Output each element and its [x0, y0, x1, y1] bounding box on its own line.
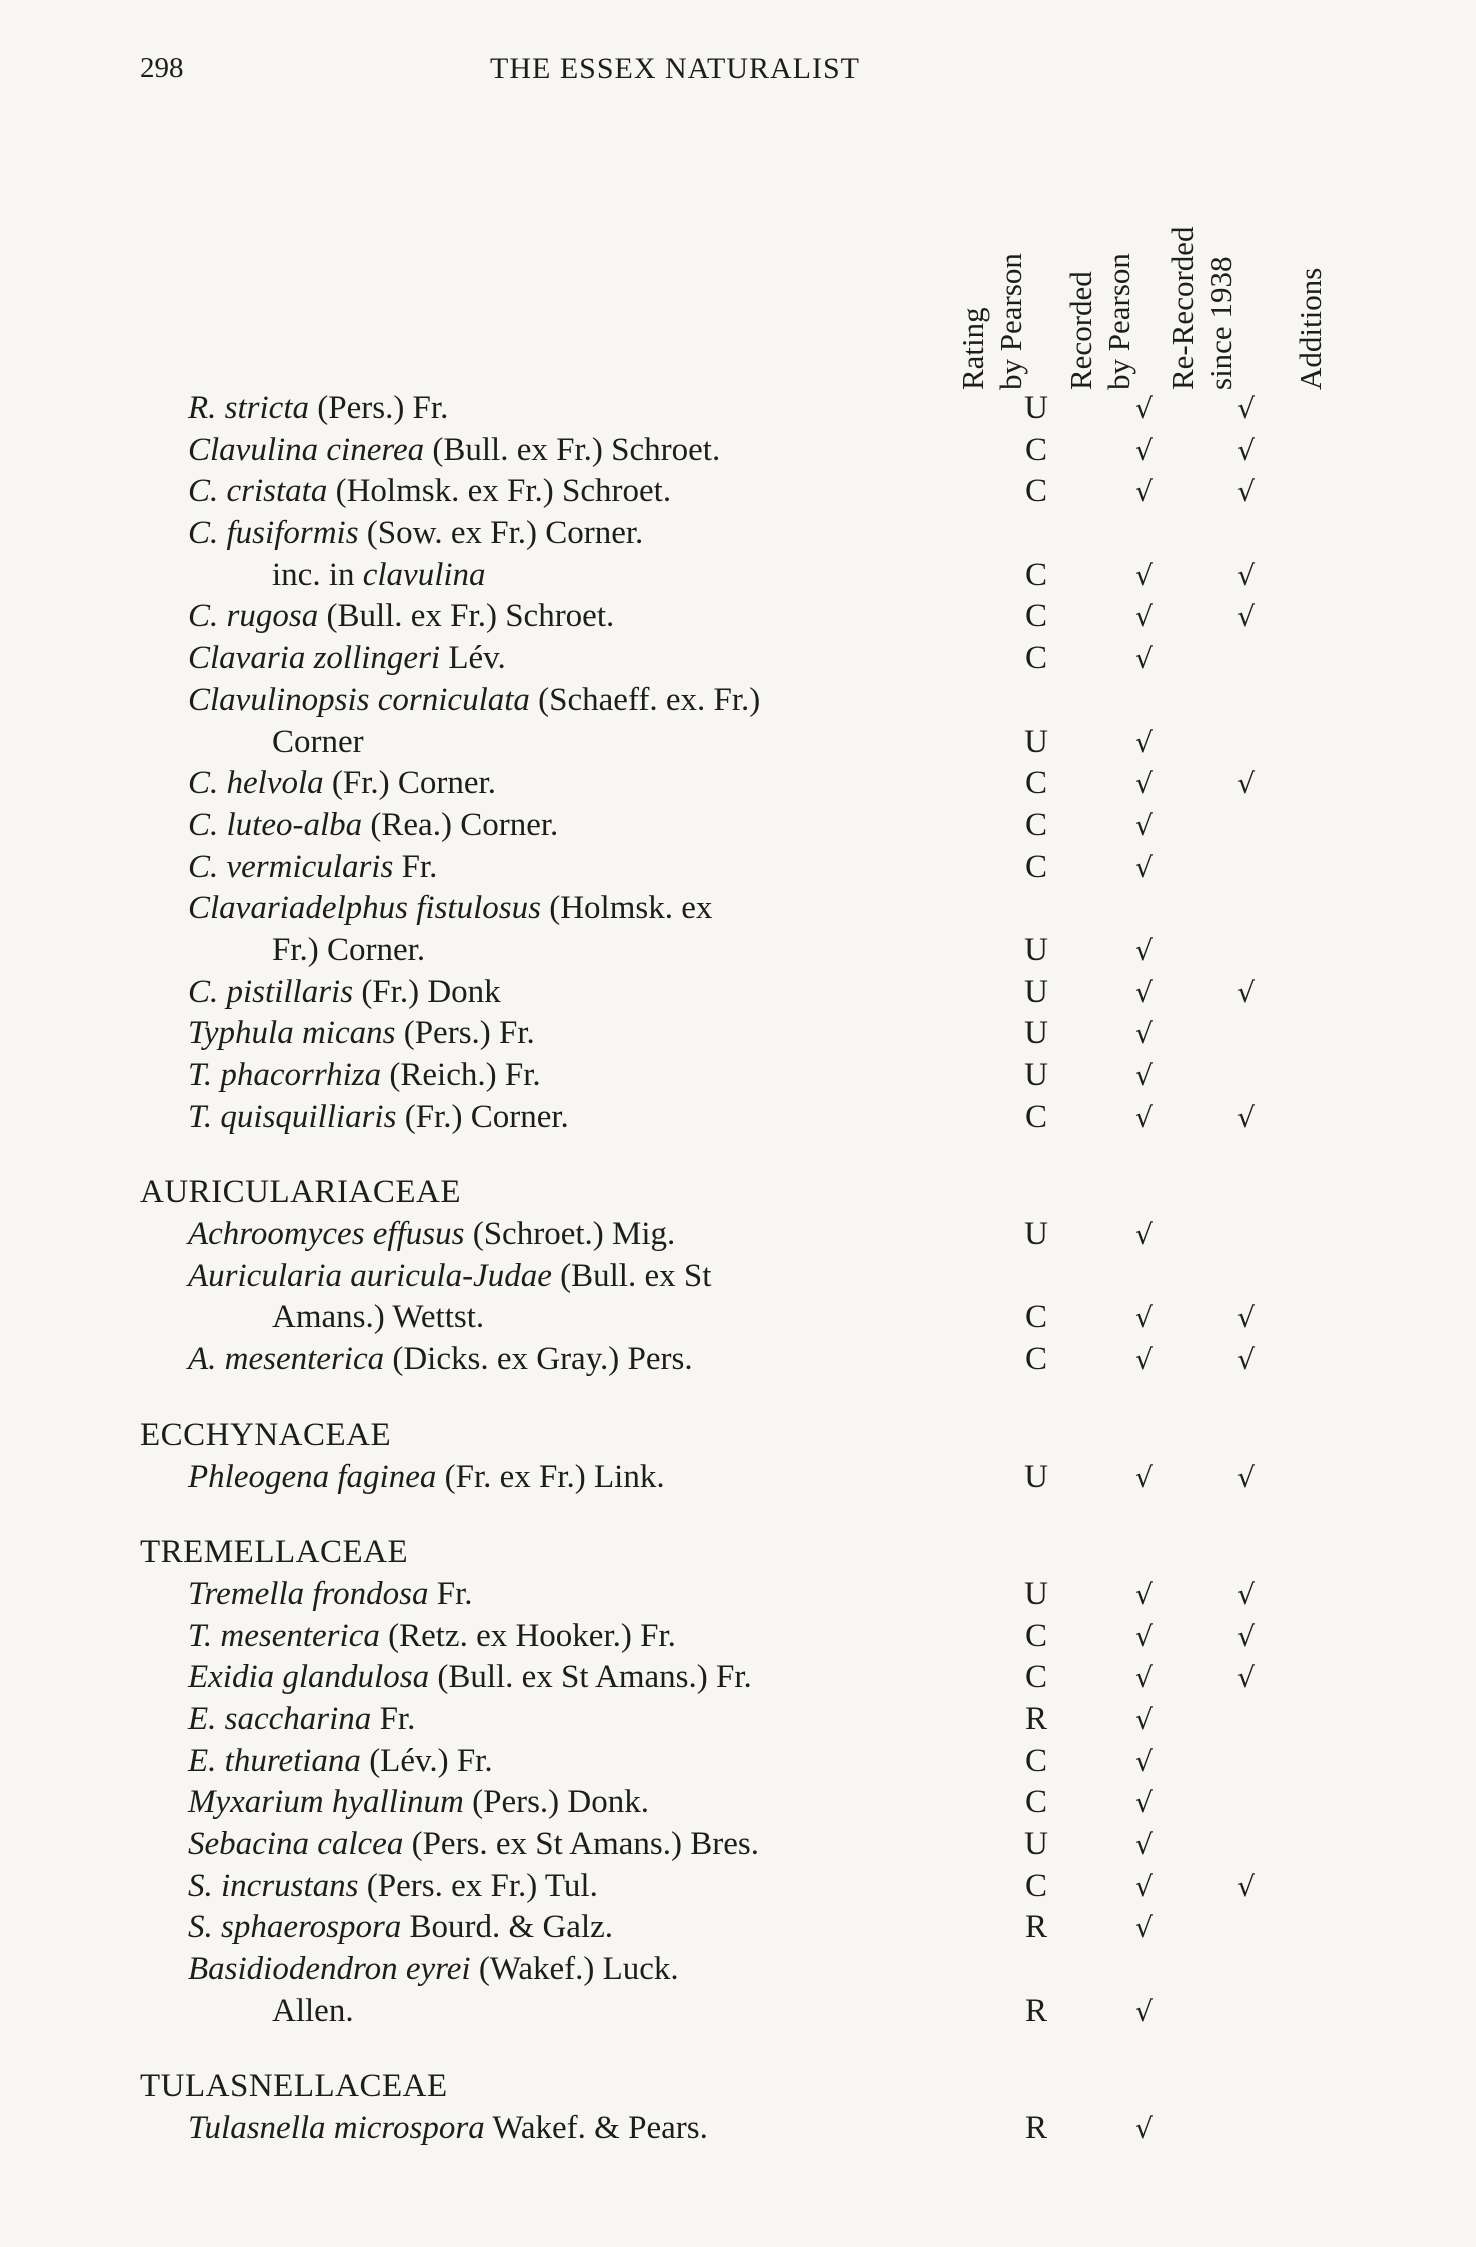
species-name: [188, 680, 760, 721]
species-name: [272, 722, 364, 763]
binomial: Phleogena faginea: [188, 1458, 437, 1495]
species-name: [188, 1013, 535, 1054]
recorded-tick: √: [1135, 1661, 1153, 1695]
author-citation: (Bull. ex St: [551, 1257, 712, 1294]
author-citation: (Pers.) Donk.: [463, 1784, 650, 1821]
species-row: [0, 513, 1476, 555]
rating-cell: U: [1024, 390, 1048, 426]
species-row: [0, 1699, 1476, 1741]
binomial: E. saccharina: [188, 1700, 372, 1737]
species-name: [188, 513, 643, 554]
species-name: [188, 1824, 759, 1865]
species-table: [0, 388, 1476, 2150]
author-citation: (Fr.) Corner.: [396, 1098, 569, 1135]
rating-cell: C: [1024, 1299, 1047, 1336]
species-name: [188, 1457, 665, 1498]
species-row-continuation: [0, 555, 1476, 597]
rating-cell: U: [1024, 1458, 1048, 1495]
species-name: [188, 2108, 708, 2149]
species-row: [0, 1574, 1476, 1616]
author-citation: (Pers. ex St Amans.) Bres.: [403, 1826, 759, 1862]
species-name: [188, 805, 558, 846]
recorded-tick: √: [1135, 1869, 1153, 1903]
species-name: [188, 1699, 415, 1740]
family-name: AURICULARIACEAE: [140, 1174, 461, 1211]
family-heading: [0, 1532, 1476, 1574]
binomial: Achroomyces effusus: [188, 1216, 465, 1253]
recorded-tick: √: [1135, 392, 1153, 425]
species-row: [0, 471, 1476, 513]
species-row: [0, 805, 1476, 847]
species-name: [188, 888, 712, 929]
recorded-tick: √: [1135, 1744, 1153, 1778]
author-citation: (Sow. ex Fr.) Corner.: [358, 515, 644, 552]
column-header-recorded: Recorded by Pearson: [1063, 253, 1136, 390]
species-row: [0, 1657, 1476, 1699]
rating-cell: R: [1024, 1909, 1047, 1946]
binomial: S. incrustans: [188, 1867, 359, 1904]
recorded-tick: √: [1135, 808, 1153, 842]
binomial: Auricularia auricula-Judae: [188, 1257, 552, 1294]
author-citation: (Pers.) Fr.: [395, 1015, 535, 1052]
species-name: [188, 1741, 493, 1782]
rerecorded-tick: √: [1237, 767, 1255, 801]
species-row: [0, 638, 1476, 680]
name-prefix: inc. in: [272, 556, 363, 593]
author-citation: (Bull. ex Fr.) Schroet.: [424, 431, 721, 468]
author-citation: (Pers. ex Fr.) Tul.: [358, 1867, 598, 1904]
species-row: [0, 1824, 1476, 1866]
species-row: [0, 1214, 1476, 1256]
species-name: [272, 1991, 354, 2032]
rerecorded-tick: √: [1237, 392, 1255, 425]
species-row-continuation: [0, 1297, 1476, 1339]
section-gap: [0, 1381, 1476, 1415]
recorded-tick: √: [1135, 475, 1153, 509]
author-citation: Wakef. & Pears.: [484, 2110, 708, 2147]
rating-cell: U: [1024, 973, 1048, 1010]
author-citation: (Wakef.) Luck.: [470, 1951, 679, 1988]
binomial: Myxarium hyallinum: [188, 1784, 464, 1821]
binomial: Basidiodendron eyrei: [188, 1951, 471, 1988]
page-number: 298: [140, 52, 184, 84]
species-name: [188, 847, 437, 888]
section-gap: [0, 2032, 1476, 2066]
species-name: [188, 1782, 649, 1823]
species-row: [0, 1457, 1476, 1499]
species-name: [188, 1949, 679, 1990]
recorded-tick: √: [1135, 767, 1153, 801]
author-citation: Lév.: [440, 640, 506, 677]
species-name: [188, 1866, 598, 1907]
species-name: [188, 1055, 541, 1096]
author-citation: (Reich.) Fr.: [381, 1057, 541, 1093]
binomial: R. stricta: [188, 390, 309, 426]
binomial: C. cristata: [188, 473, 328, 510]
species-row: [0, 1949, 1476, 1991]
species-row: [0, 1097, 1476, 1139]
recorded-tick: √: [1135, 642, 1153, 676]
rating-cell: C: [1024, 848, 1047, 885]
recorded-tick: √: [1135, 1218, 1153, 1252]
species-row: [0, 972, 1476, 1014]
rating-cell: C: [1024, 806, 1047, 843]
species-row: [0, 388, 1476, 430]
rating-cell: R: [1024, 1992, 1047, 2029]
rating-cell: C: [1024, 431, 1047, 468]
page-header: [0, 52, 1476, 92]
species-row: [0, 763, 1476, 805]
binomial: C. rugosa: [188, 598, 319, 635]
recorded-tick: √: [1135, 975, 1153, 1009]
author-citation: (Pers.) Fr.: [309, 390, 449, 426]
binomial: Tulasnella microspora: [188, 2110, 485, 2147]
species-name: [188, 638, 506, 679]
recorded-tick: √: [1135, 1343, 1153, 1377]
recorded-tick: √: [1135, 1577, 1153, 1611]
binomial: C. pistillaris: [188, 973, 354, 1010]
species-name: [188, 1907, 613, 1948]
recorded-tick: √: [1135, 725, 1153, 759]
species-row: [0, 1866, 1476, 1908]
binomial: T. quisquilliaris: [188, 1098, 397, 1135]
species-name: [272, 930, 425, 971]
author-citation: (Bull. ex Fr.) Schroet.: [318, 598, 615, 635]
species-row: [0, 1013, 1476, 1055]
species-name: [188, 1616, 676, 1657]
family-name: ECCHYNACEAE: [140, 1416, 392, 1453]
rating-cell: C: [1024, 1867, 1047, 1904]
column-header-rerecorded: Re-Recorded since 1938: [1165, 226, 1238, 390]
recorded-tick: √: [1135, 1786, 1153, 1820]
recorded-tick: √: [1135, 1994, 1153, 2028]
species-name: [188, 1574, 473, 1615]
section-gap: [0, 1498, 1476, 1532]
rating-cell: C: [1024, 598, 1047, 635]
author-citation: Corner: [272, 723, 364, 760]
species-name: [188, 596, 614, 637]
species-row: [0, 1256, 1476, 1298]
rating-cell: U: [1024, 1575, 1048, 1612]
rerecorded-tick: √: [1237, 1343, 1255, 1377]
species-name: [188, 1339, 693, 1380]
species-row: [0, 1339, 1476, 1381]
binomial: T. phacorrhiza: [188, 1057, 382, 1093]
species-row: [0, 1782, 1476, 1824]
rating-cell: C: [1024, 1098, 1047, 1135]
recorded-tick: √: [1135, 1059, 1153, 1092]
species-name: [188, 972, 501, 1013]
rating-cell: U: [1024, 723, 1048, 760]
author-citation: (Bull. ex St Amans.) Fr.: [429, 1659, 752, 1696]
rerecorded-tick: √: [1237, 475, 1255, 509]
species-row: [0, 1616, 1476, 1658]
recorded-tick: √: [1135, 1100, 1153, 1134]
rating-cell: C: [1024, 556, 1047, 593]
species-name: [188, 763, 496, 804]
species-row-continuation: [0, 1991, 1476, 2033]
recorded-tick: √: [1135, 850, 1153, 884]
species-row: [0, 2108, 1476, 2150]
rating-cell: U: [1024, 931, 1048, 968]
author-citation: Bourd. & Galz.: [401, 1909, 614, 1946]
binomial: clavulina: [362, 556, 486, 593]
binomial: S. sphaerospora: [188, 1909, 402, 1946]
binomial: A. mesenterica: [188, 1341, 385, 1378]
species-row-continuation: [0, 722, 1476, 764]
rerecorded-tick: √: [1237, 1577, 1255, 1611]
author-citation: (Retz. ex Hooker.) Fr.: [379, 1617, 676, 1654]
rating-cell: C: [1024, 1784, 1047, 1821]
family-name: TREMELLACEAE: [140, 1534, 409, 1571]
column-header-additions: Additions: [1293, 267, 1328, 390]
binomial: Clavulinopsis corniculata: [188, 681, 530, 718]
family-name: TULASNELLACEAE: [140, 2068, 448, 2105]
binomial: T. mesenterica: [188, 1617, 380, 1654]
species-row: [0, 680, 1476, 722]
rerecorded-tick: √: [1237, 1301, 1255, 1335]
author-citation: Fr.: [428, 1575, 473, 1612]
recorded-tick: √: [1135, 1017, 1153, 1051]
recorded-tick: √: [1135, 1911, 1153, 1945]
rating-cell: C: [1024, 1742, 1047, 1779]
rerecorded-tick: √: [1237, 558, 1255, 592]
binomial: C. fusiformis: [188, 515, 359, 552]
author-citation: (Dicks. ex Gray.) Pers.: [384, 1341, 693, 1378]
recorded-tick: √: [1135, 600, 1153, 634]
rerecorded-tick: √: [1237, 600, 1255, 634]
rerecorded-tick: √: [1237, 975, 1255, 1009]
species-row: [0, 430, 1476, 472]
rating-cell: C: [1024, 765, 1047, 802]
species-name: [272, 555, 486, 596]
recorded-tick: √: [1135, 558, 1153, 592]
family-heading: [0, 1172, 1476, 1214]
species-name: [272, 1297, 484, 1338]
species-name: [188, 388, 448, 429]
binomial: Clavulina cinerea: [188, 431, 425, 468]
binomial: Clavaria zollingeri: [188, 640, 441, 677]
species-name: [188, 1214, 675, 1255]
species-name: [188, 1657, 752, 1698]
author-citation: (Fr.) Donk: [353, 973, 501, 1010]
rating-cell: C: [1024, 473, 1047, 510]
author-citation: (Holmsk. ex Fr.) Schroet.: [327, 473, 672, 510]
binomial: Tremella frondosa: [188, 1575, 429, 1612]
author-citation: (Schaeff. ex. Fr.): [529, 681, 761, 718]
rating-cell: U: [1024, 1015, 1048, 1052]
author-citation: Fr.: [393, 848, 438, 885]
recorded-tick: √: [1135, 1301, 1153, 1335]
species-row: [0, 1055, 1476, 1097]
rating-cell: C: [1024, 1659, 1047, 1696]
species-row-continuation: [0, 930, 1476, 972]
species-name: [188, 1256, 711, 1297]
rating-cell: U: [1024, 1057, 1048, 1093]
author-citation: (Fr.) Corner.: [323, 765, 496, 802]
author-citation: (Schroet.) Mig.: [464, 1216, 676, 1253]
binomial: C. helvola: [188, 765, 324, 802]
binomial: E. thuretiana: [188, 1742, 361, 1779]
rating-cell: C: [1024, 640, 1047, 677]
author-citation: (Lév.) Fr.: [360, 1742, 493, 1779]
family-heading: [0, 2066, 1476, 2108]
rating-cell: C: [1024, 1341, 1047, 1378]
author-citation: Allen.: [272, 1992, 354, 2029]
author-citation: Fr.: [371, 1700, 416, 1737]
recorded-tick: √: [1135, 933, 1153, 967]
species-name: [188, 1097, 569, 1138]
rerecorded-tick: √: [1237, 1100, 1255, 1134]
rerecorded-tick: √: [1237, 1869, 1255, 1903]
author-citation: Fr.) Corner.: [272, 931, 426, 968]
recorded-tick: √: [1135, 1702, 1153, 1736]
rerecorded-tick: √: [1237, 1460, 1255, 1494]
rerecorded-tick: √: [1237, 433, 1255, 467]
recorded-tick: √: [1135, 2112, 1153, 2146]
column-headers: [0, 130, 1476, 390]
binomial: Exidia glandulosa: [188, 1659, 430, 1696]
recorded-tick: √: [1135, 433, 1153, 467]
binomial: Sebacina calcea: [188, 1826, 404, 1862]
journal-title: THE ESSEX NATURALIST: [490, 52, 860, 85]
rating-cell: C: [1024, 1617, 1047, 1654]
rating-cell: U: [1024, 1216, 1048, 1253]
section-gap: [0, 1138, 1476, 1172]
rerecorded-tick: √: [1237, 1619, 1255, 1653]
species-name: [188, 430, 720, 471]
species-row: [0, 596, 1476, 638]
author-citation: (Rea.) Corner.: [362, 806, 559, 843]
species-row: [0, 1741, 1476, 1783]
family-heading: [0, 1415, 1476, 1457]
recorded-tick: √: [1135, 1460, 1153, 1494]
rating-cell: R: [1024, 1700, 1047, 1737]
species-row: [0, 847, 1476, 889]
species-row: [0, 888, 1476, 930]
rating-cell: U: [1024, 1826, 1048, 1862]
species-name: [188, 471, 671, 512]
author-citation: (Holmsk. ex: [540, 890, 713, 927]
author-citation: (Fr. ex Fr.) Link.: [436, 1458, 665, 1495]
rerecorded-tick: √: [1237, 1661, 1255, 1695]
recorded-tick: √: [1135, 1619, 1153, 1653]
binomial: Typhula micans: [188, 1015, 396, 1052]
species-row: [0, 1907, 1476, 1949]
recorded-tick: √: [1135, 1828, 1153, 1861]
rating-cell: R: [1024, 2110, 1047, 2147]
binomial: C. vermicularis: [188, 848, 394, 885]
column-header-rating: Rating by Pearson: [955, 253, 1028, 390]
binomial: Clavariadelphus fistulosus: [188, 890, 541, 927]
author-citation: Amans.) Wettst.: [272, 1299, 485, 1336]
binomial: C. luteo-alba: [188, 806, 363, 843]
